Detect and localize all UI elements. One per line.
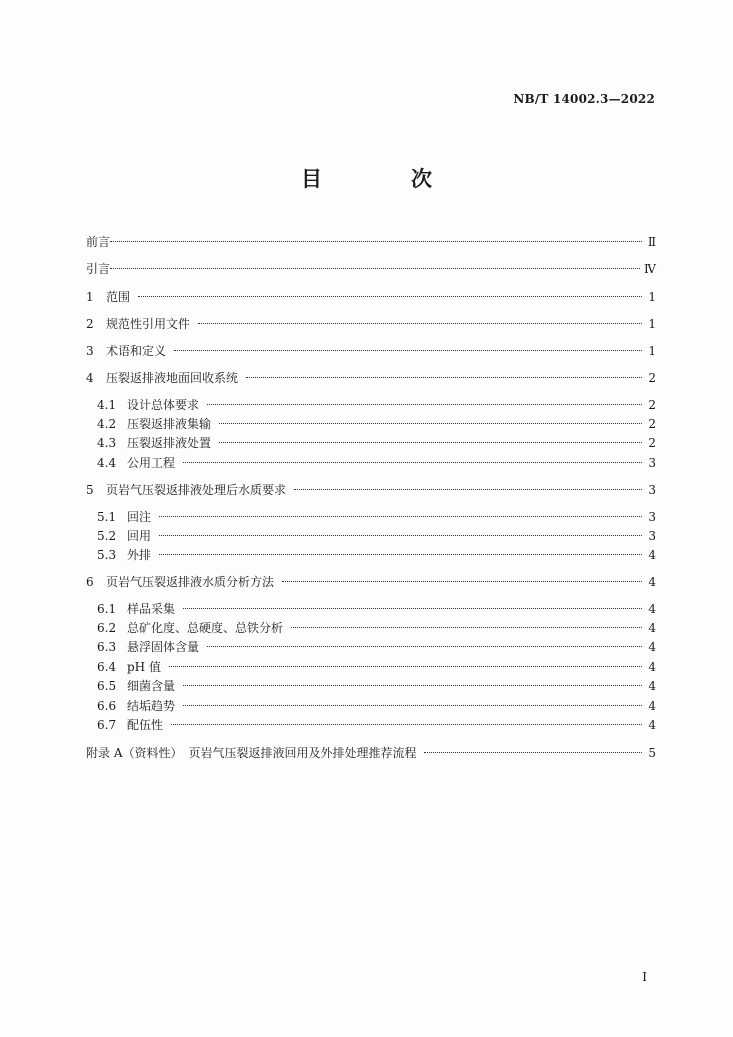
toc-entry-label: 回注 (127, 510, 152, 524)
toc-entry-label: 压裂返排液处置 (127, 436, 212, 450)
toc-entry-page: 3 (648, 510, 656, 524)
toc-entry-page: 3 (648, 483, 656, 497)
toc-leader-dots (198, 322, 642, 324)
toc-entry-number: 6.2 (97, 621, 117, 635)
toc-leader-dots (171, 723, 642, 725)
toc-entry-number: 4.1 (97, 398, 117, 412)
toc-entry-page: 1 (648, 290, 656, 304)
toc-entry-label: 范围 (106, 290, 131, 304)
toc-entry-number: 2 (86, 317, 94, 331)
toc-entry-label: 页岩气压裂返排液水质分析方法 (106, 575, 275, 589)
toc-entry-label: 配伍性 (127, 718, 164, 732)
toc-entry[interactable] (97, 434, 656, 452)
toc-leader-dots (207, 403, 642, 405)
toc-entry-number: 5.3 (97, 548, 117, 562)
toc-entry[interactable] (86, 481, 656, 499)
toc-entry-number: 5.1 (97, 510, 117, 524)
toc-entry[interactable] (86, 288, 656, 306)
toc-entry-number: 6.5 (97, 679, 117, 693)
toc-entry-page: 4 (648, 548, 656, 562)
toc-entry-label: 总矿化度、总硬度、总铁分析 (127, 621, 284, 635)
toc-entry[interactable] (97, 454, 656, 472)
toc-entry-label: 细菌含量 (127, 679, 176, 693)
toc-leader-dots (159, 534, 642, 536)
toc-leader-dots (246, 376, 642, 378)
toc-entry-page: 3 (648, 456, 656, 470)
document-code: NB/T 14002.3—2022 (513, 92, 655, 106)
toc-entry-page: 2 (648, 398, 656, 412)
toc-leader-dots (207, 645, 642, 647)
toc-entry-label: 引言 (86, 262, 111, 276)
toc-entry[interactable] (86, 233, 656, 251)
toc-entry-label: pH 值 (127, 660, 161, 674)
toc-entry-number: 6.4 (97, 660, 117, 674)
toc-entry[interactable] (86, 315, 656, 333)
toc-entry-page: 4 (648, 679, 656, 693)
toc-entry-page: 1 (648, 344, 656, 358)
toc-entry-number: 4 (86, 371, 94, 385)
toc-entry[interactable] (97, 716, 656, 734)
toc-entry-label: 设计总体要求 (127, 398, 200, 412)
toc-entry[interactable] (97, 508, 656, 526)
toc-entry-number: 6.3 (97, 640, 117, 654)
toc-leader-dots (183, 461, 642, 463)
toc-entry-label: 规范性引用文件 (106, 317, 191, 331)
toc-entry-number: 6.7 (97, 718, 117, 732)
toc-entry-page: 4 (648, 640, 656, 654)
toc-entry-number: 4.4 (97, 456, 117, 470)
toc-entry-number: 3 (86, 344, 94, 358)
toc-entry-page: 4 (648, 602, 656, 616)
toc-entry-label: 结垢趋势 (127, 699, 176, 713)
toc-entry-label: 压裂返排液集输 (127, 417, 212, 431)
toc-entry[interactable] (97, 546, 656, 564)
toc-entry[interactable] (97, 619, 656, 637)
toc-entry-page: 1 (648, 317, 656, 331)
toc-entry[interactable] (97, 677, 656, 695)
toc-leader-dots (183, 684, 642, 686)
toc-title: 目 次 (301, 166, 466, 191)
toc-entry-label: 回用 (127, 529, 152, 543)
toc-entry-number: 5.2 (97, 529, 117, 543)
toc-leader-dots (110, 240, 642, 242)
toc-entry-page: 2 (648, 371, 656, 385)
toc-entry[interactable] (86, 573, 656, 591)
toc-entry-page: 5 (648, 746, 656, 760)
toc-entry-label: 页岩气压裂返排液处理后水质要求 (106, 483, 287, 497)
toc-entry-page: 3 (648, 529, 656, 543)
toc-entry[interactable] (97, 638, 656, 656)
toc-leader-dots (159, 553, 642, 555)
toc-entry-page: Ⅱ (647, 235, 656, 249)
toc-entry-page: 2 (648, 436, 656, 450)
toc-entry-page: 4 (648, 718, 656, 732)
toc-leader-dots (219, 441, 642, 443)
toc-entry-label: 悬浮固体含量 (127, 640, 200, 654)
toc-leader-dots (219, 422, 642, 424)
toc-entry-label: 前言 (86, 235, 111, 249)
toc-entry-label: 样品采集 (127, 602, 176, 616)
toc-entry[interactable] (86, 342, 656, 360)
toc-entry-label: 压裂返排液地面回收系统 (106, 371, 239, 385)
toc-leader-dots (183, 607, 642, 609)
page-folio: I (642, 970, 647, 984)
toc-entry-label: 术语和定义 (106, 344, 167, 358)
toc-entry[interactable] (97, 415, 656, 433)
toc-entry[interactable] (86, 260, 656, 278)
toc-entry-number: 4.2 (97, 417, 117, 431)
toc-leader-dots (169, 665, 642, 667)
toc-entry-number: 1 (86, 290, 94, 304)
toc-leader-dots (294, 488, 642, 490)
toc-entry[interactable] (97, 527, 656, 545)
toc-entry-page: 2 (648, 417, 656, 431)
toc-entry-label: 公用工程 (127, 456, 176, 470)
toc-leader-dots (183, 704, 642, 706)
toc-entry-number: 6.1 (97, 602, 117, 616)
toc-entry-page: Ⅳ (644, 262, 656, 276)
toc-entry[interactable] (86, 369, 656, 387)
toc-entry[interactable] (86, 744, 656, 762)
toc-entry-page: 4 (648, 621, 656, 635)
toc-leader-dots (110, 267, 640, 269)
toc-leader-dots (291, 626, 642, 628)
toc-entry-page: 4 (648, 699, 656, 713)
toc-entry[interactable] (97, 396, 656, 414)
toc-leader-dots (424, 751, 642, 753)
toc-entry-label: 外排 (127, 548, 152, 562)
toc-entry-label: 附录 A（资料性） 页岩气压裂返排液回用及外排处理推荐流程 (86, 746, 417, 760)
toc-entry-number: 6.6 (97, 699, 117, 713)
toc-entry-page: 4 (648, 575, 656, 589)
toc-entry-page: 4 (648, 660, 656, 674)
toc-entry-number: 4.3 (97, 436, 117, 450)
toc-entry-number: 5 (86, 483, 94, 497)
toc-leader-dots (159, 515, 642, 517)
toc-entry[interactable] (97, 697, 656, 715)
toc-entry[interactable] (97, 600, 656, 618)
toc-leader-dots (174, 349, 642, 351)
toc-leader-dots (138, 295, 642, 297)
toc-entry-number: 6 (86, 575, 94, 589)
toc-leader-dots (282, 580, 642, 582)
toc-entry[interactable] (97, 658, 656, 676)
